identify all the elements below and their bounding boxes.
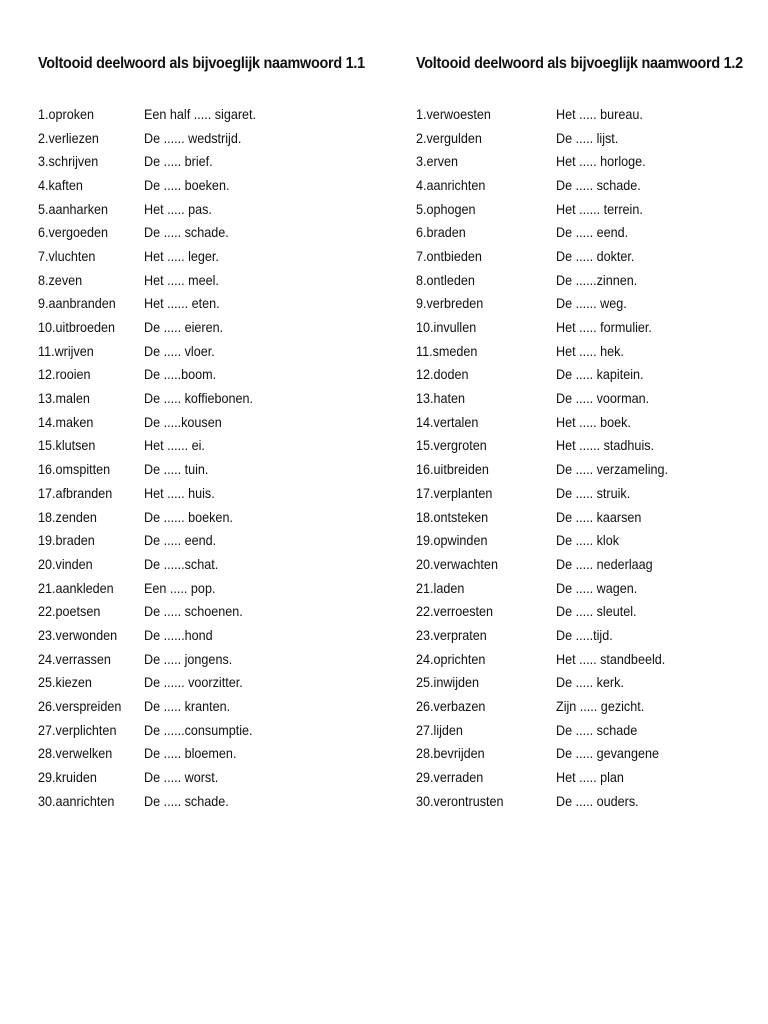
- fill-in-phrase: Het ..... bureau.: [556, 105, 643, 122]
- exercise-row: [38, 339, 388, 363]
- column-title: Voltooid deelwoord als bijvoeglijk naamwoord 1.1: [38, 55, 365, 72]
- exercise-row: [416, 552, 756, 576]
- exercise-row: [38, 481, 388, 505]
- verb-item: 22.verroesten: [416, 603, 494, 620]
- exercise-row: [416, 647, 756, 671]
- fill-in-phrase: De ...... boeken.: [144, 508, 233, 525]
- verb-item: 26.verbazen: [416, 698, 486, 715]
- exercise-list: [416, 102, 756, 813]
- exercise-row: [416, 457, 756, 481]
- fill-in-phrase: Het ..... pas.: [144, 200, 212, 217]
- verb-item: 1.verwoesten: [416, 105, 491, 122]
- fill-in-phrase: De ..... schade.: [144, 792, 229, 809]
- verb-item: 21.laden: [416, 579, 465, 596]
- exercise-row: [38, 386, 388, 410]
- verb-item: 10.invullen: [416, 319, 477, 336]
- fill-in-phrase: De ..... boeken.: [144, 176, 230, 193]
- verb-item: 9.aanbranden: [38, 295, 116, 312]
- verb-item: 25.kiezen: [38, 674, 92, 691]
- verb-item: 5.ophogen: [416, 200, 476, 217]
- exercise-row: [416, 718, 756, 742]
- exercise-row: [38, 765, 388, 789]
- verb-item: 25.inwijden: [416, 674, 480, 691]
- exercise-row: [38, 552, 388, 576]
- fill-in-phrase: De ..... schoenen.: [144, 603, 243, 620]
- verb-item: 21.aankleden: [38, 579, 114, 596]
- exercise-row: [416, 671, 756, 695]
- fill-in-phrase: De ..... tuin.: [144, 461, 209, 478]
- verb-item: 20.verwachten: [416, 555, 498, 572]
- verb-item: 12.rooien: [38, 366, 91, 383]
- verb-item: 2.verliezen: [38, 129, 99, 146]
- verb-item: 14.vertalen: [416, 413, 479, 430]
- verb-item: 7.ontbieden: [416, 247, 482, 264]
- fill-in-phrase: De ..... kranten.: [144, 698, 231, 715]
- fill-in-phrase: De ..... nederlaag: [556, 555, 653, 572]
- verb-item: 23.verpraten: [416, 626, 487, 643]
- fill-in-phrase: De ..... sleutel.: [556, 603, 637, 620]
- fill-in-phrase: De ..... jongens.: [144, 650, 233, 667]
- verb-item: 14.maken: [38, 413, 94, 430]
- exercise-row: [416, 742, 756, 766]
- verb-item: 30.verontrusten: [416, 792, 504, 809]
- fill-in-phrase: De ..... bloemen.: [144, 745, 237, 762]
- fill-in-phrase: De .....kousen: [144, 413, 222, 430]
- fill-in-phrase: Het ..... standbeeld.: [556, 650, 666, 667]
- fill-in-phrase: De ..... brief.: [144, 153, 213, 170]
- verb-item: 18.zenden: [38, 508, 97, 525]
- verb-item: 19.braden: [38, 532, 95, 549]
- fill-in-phrase: Het ..... boek.: [556, 413, 631, 430]
- verb-item: 6.vergoeden: [38, 224, 109, 241]
- verb-item: 8.ontleden: [416, 271, 475, 288]
- exercise-row: [38, 102, 388, 126]
- verb-item: 30.aanrichten: [38, 792, 115, 809]
- exercise-row: [38, 505, 388, 529]
- fill-in-phrase: De ..... wagen.: [556, 579, 638, 596]
- exercise-row: [38, 599, 388, 623]
- exercise-row: [416, 434, 756, 458]
- verb-item: 16.omspitten: [38, 461, 111, 478]
- exercise-row: [38, 220, 388, 244]
- verb-item: 5.aanharken: [38, 200, 109, 217]
- fill-in-phrase: De ..... schade.: [556, 176, 641, 193]
- exercise-row: [416, 481, 756, 505]
- exercise-row: [38, 292, 388, 316]
- exercise-row: [38, 789, 388, 813]
- fill-in-phrase: Het ..... formulier.: [556, 319, 652, 336]
- fill-in-phrase: De ..... eieren.: [144, 319, 224, 336]
- fill-in-phrase: De ...... weg.: [556, 295, 627, 312]
- exercise-row: [38, 126, 388, 150]
- verb-item: 24.verrassen: [38, 650, 111, 667]
- exercise-row: [416, 315, 756, 339]
- exercise-row: [38, 315, 388, 339]
- fill-in-phrase: Een half ..... sigaret.: [144, 105, 257, 122]
- exercise-row: [416, 505, 756, 529]
- exercise-row: [416, 410, 756, 434]
- exercise-row: [38, 149, 388, 173]
- verb-item: 27.lijden: [416, 721, 463, 738]
- exercise-row: [38, 576, 388, 600]
- verb-item: 10.uitbroeden: [38, 319, 116, 336]
- verb-item: 11.wrijven: [38, 342, 94, 359]
- exercise-row: [38, 244, 388, 268]
- fill-in-phrase: De ..... ouders.: [556, 792, 639, 809]
- fill-in-phrase: Het ..... horloge.: [556, 153, 646, 170]
- verb-item: 27.verplichten: [38, 721, 117, 738]
- fill-in-phrase: De ..... voorman.: [556, 390, 650, 407]
- verb-item: 19.opwinden: [416, 532, 488, 549]
- exercise-row: [38, 197, 388, 221]
- fill-in-phrase: De ..... koffiebonen.: [144, 390, 254, 407]
- verb-item: 12.doden: [416, 366, 469, 383]
- exercise-row: [38, 363, 388, 387]
- verb-item: 7.vluchten: [38, 247, 96, 264]
- verb-item: 29.kruiden: [38, 769, 97, 786]
- exercise-column-1-2: [416, 50, 756, 813]
- verb-item: 3.schrijven: [38, 153, 99, 170]
- exercise-row: [416, 173, 756, 197]
- fill-in-phrase: Het ...... terrein.: [556, 200, 643, 217]
- fill-in-phrase: De .....boom.: [144, 366, 217, 383]
- exercise-row: [416, 244, 756, 268]
- exercise-row: [416, 102, 756, 126]
- exercise-row: [416, 599, 756, 623]
- fill-in-phrase: Het ..... plan: [556, 769, 624, 786]
- fill-in-phrase: De ..... kerk.: [556, 674, 624, 691]
- exercise-row: [416, 363, 756, 387]
- exercise-row: [416, 765, 756, 789]
- exercise-row: [38, 457, 388, 481]
- fill-in-phrase: Het ...... ei.: [144, 437, 205, 454]
- fill-in-phrase: De ..... eend.: [556, 224, 629, 241]
- verb-item: 13.malen: [38, 390, 90, 407]
- fill-in-phrase: Het ..... meel.: [144, 271, 219, 288]
- exercise-row: [38, 623, 388, 647]
- exercise-row: [38, 671, 388, 695]
- fill-in-phrase: De ..... schade.: [144, 224, 229, 241]
- verb-item: 4.kaften: [38, 176, 83, 193]
- fill-in-phrase: De ...... wedstrijd.: [144, 129, 242, 146]
- verb-item: 24.oprichten: [416, 650, 486, 667]
- verb-item: 29.verraden: [416, 769, 484, 786]
- verb-item: 22.poetsen: [38, 603, 101, 620]
- verb-item: 23.verwonden: [38, 626, 118, 643]
- verb-item: 28.verwelken: [38, 745, 113, 762]
- exercise-row: [416, 339, 756, 363]
- fill-in-phrase: De ..... lijst.: [556, 129, 619, 146]
- fill-in-phrase: De ..... eend.: [144, 532, 217, 549]
- fill-in-phrase: De ......consumptie.: [144, 721, 253, 738]
- verb-item: 15.klutsen: [38, 437, 96, 454]
- verb-item: 8.zeven: [38, 271, 83, 288]
- fill-in-phrase: De ......hond: [144, 626, 213, 643]
- exercise-row: [38, 718, 388, 742]
- verb-item: 2.vergulden: [416, 129, 482, 146]
- exercise-row: [416, 576, 756, 600]
- exercise-row: [416, 197, 756, 221]
- verb-item: 9.verbreden: [416, 295, 484, 312]
- exercise-row: [416, 268, 756, 292]
- fill-in-phrase: Het ...... stadhuis.: [556, 437, 655, 454]
- verb-item: 1.oproken: [38, 105, 95, 122]
- exercise-row: [416, 623, 756, 647]
- fill-in-phrase: De ..... gevangene: [556, 745, 659, 762]
- fill-in-phrase: De .....tijd.: [556, 626, 613, 643]
- fill-in-phrase: De ..... dokter.: [556, 247, 635, 264]
- exercise-row: [416, 386, 756, 410]
- exercise-row: [38, 434, 388, 458]
- fill-in-phrase: De ..... kaarsen: [556, 508, 642, 525]
- verb-item: 4.aanrichten: [416, 176, 486, 193]
- verb-item: 11.smeden: [416, 342, 478, 359]
- exercise-list: [38, 102, 388, 813]
- verb-item: 15.vergroten: [416, 437, 487, 454]
- exercise-row: [416, 149, 756, 173]
- exercise-row: [38, 528, 388, 552]
- exercise-row: [416, 220, 756, 244]
- exercise-row: [38, 647, 388, 671]
- fill-in-phrase: De ..... vloer.: [144, 342, 215, 359]
- fill-in-phrase: De ......zinnen.: [556, 271, 638, 288]
- fill-in-phrase: Het ...... eten.: [144, 295, 220, 312]
- fill-in-phrase: De ..... kapitein.: [556, 366, 644, 383]
- verb-item: 17.afbranden: [38, 484, 113, 501]
- verb-item: 13.haten: [416, 390, 466, 407]
- verb-item: 20.vinden: [38, 555, 93, 572]
- exercise-row: [416, 694, 756, 718]
- exercise-row: [416, 292, 756, 316]
- exercise-row: [416, 789, 756, 813]
- fill-in-phrase: De ..... struik.: [556, 484, 631, 501]
- fill-in-phrase: Het ..... huis.: [144, 484, 215, 501]
- verb-item: 3.erven: [416, 153, 459, 170]
- exercise-row: [38, 173, 388, 197]
- fill-in-phrase: Het ..... leger.: [144, 247, 219, 264]
- verb-item: 6.braden: [416, 224, 466, 241]
- exercise-row: [38, 742, 388, 766]
- fill-in-phrase: De ..... klok: [556, 532, 620, 549]
- verb-item: 28.bevrijden: [416, 745, 485, 762]
- exercise-row: [416, 126, 756, 150]
- exercise-column-1-1: [38, 50, 388, 813]
- fill-in-phrase: De ......schat.: [144, 555, 219, 572]
- exercise-row: [38, 268, 388, 292]
- verb-item: 16.uitbreiden: [416, 461, 489, 478]
- fill-in-phrase: De ..... worst.: [144, 769, 219, 786]
- fill-in-phrase: De ..... verzameling.: [556, 461, 669, 478]
- fill-in-phrase: De ..... schade: [556, 721, 638, 738]
- verb-item: 17.verplanten: [416, 484, 493, 501]
- exercise-row: [38, 694, 388, 718]
- exercise-row: [38, 410, 388, 434]
- fill-in-phrase: Zijn ..... gezicht.: [556, 698, 645, 715]
- column-title: Voltooid deelwoord als bijvoeglijk naamwoord 1.2: [416, 55, 743, 72]
- fill-in-phrase: Een ..... pop.: [144, 579, 216, 596]
- verb-item: 18.ontsteken: [416, 508, 489, 525]
- fill-in-phrase: De ...... voorzitter.: [144, 674, 243, 691]
- verb-item: 26.verspreiden: [38, 698, 122, 715]
- fill-in-phrase: Het ..... hek.: [556, 342, 624, 359]
- exercise-row: [416, 528, 756, 552]
